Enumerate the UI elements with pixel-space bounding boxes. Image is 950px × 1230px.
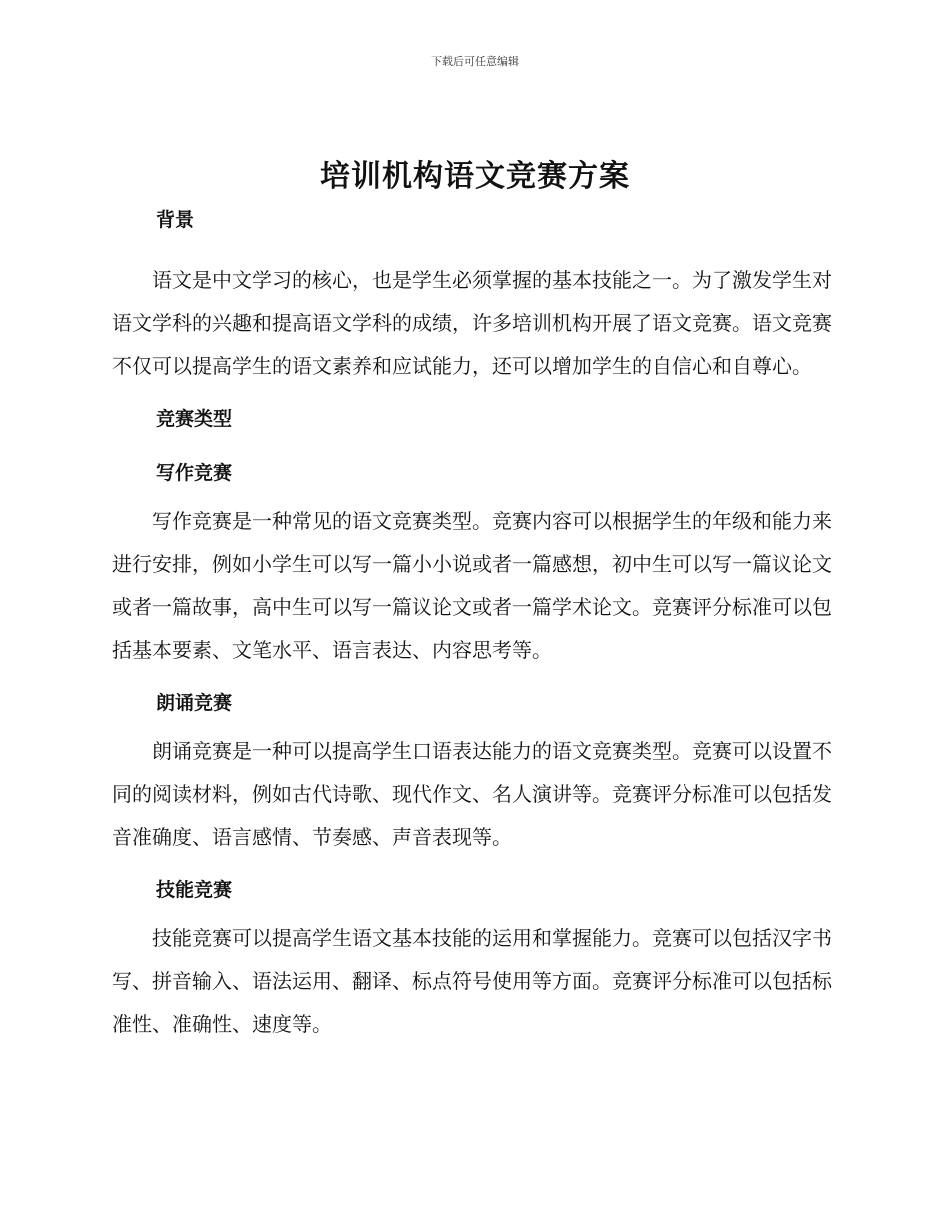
document-body — [112, 205, 832, 1046]
heading-writing: 写作竞赛 — [156, 462, 233, 484]
paragraph-recitation: 朗诵竞赛是一种可以提高学生口语表达能力的语文竞赛类型。竞赛可以设置不同的阅读材料，例如古代诗歌、现代作文、名人演讲等。竞赛评分标准可以包括发音准确度、语言感情、节奏感、声音表现等。 — [112, 739, 832, 849]
paragraph-skills: 技能竞赛可以提高学生语文基本技能的运用和掌握能力。竞赛可以包括汉字书写、拼音输入、语法运用、翻译、标点符号使用等方面。竞赛评分标准可以包括标准性、准确性、速度等。 — [112, 926, 832, 1036]
paragraph-background: 语文是中文学习的核心，也是学生必须掌握的基本技能之一。为了激发学生对语文学科的兴趣和提高语文学科的成绩，许多培训机构开展了语文竞赛。语文竞赛不仅可以提高学生的语文素养和应试能力，还可以增加学生的自信心和自尊心。 — [112, 268, 832, 378]
heading-recitation: 朗诵竞赛 — [156, 692, 233, 714]
header-note: 下载后可任意编辑 — [431, 55, 519, 68]
heading-background: 背景 — [156, 209, 195, 231]
paragraph-writing: 写作竞赛是一种常见的语文竞赛类型。竞赛内容可以根据学生的年级和能力来进行安排，例如小学生可以写一篇小小说或者一篇感想，初中生可以写一篇议论文或者一篇故事，高中生可以写一篇议论文或者一篇学术论文。竞赛评分标准可以包括基本要素、文笔水平、语言表达、内容思考等。 — [112, 509, 832, 662]
heading-competition-types: 竞赛类型 — [156, 408, 233, 430]
heading-skills: 技能竞赛 — [156, 879, 233, 901]
document-title: 培训机构语文竞赛方案 — [320, 159, 630, 194]
